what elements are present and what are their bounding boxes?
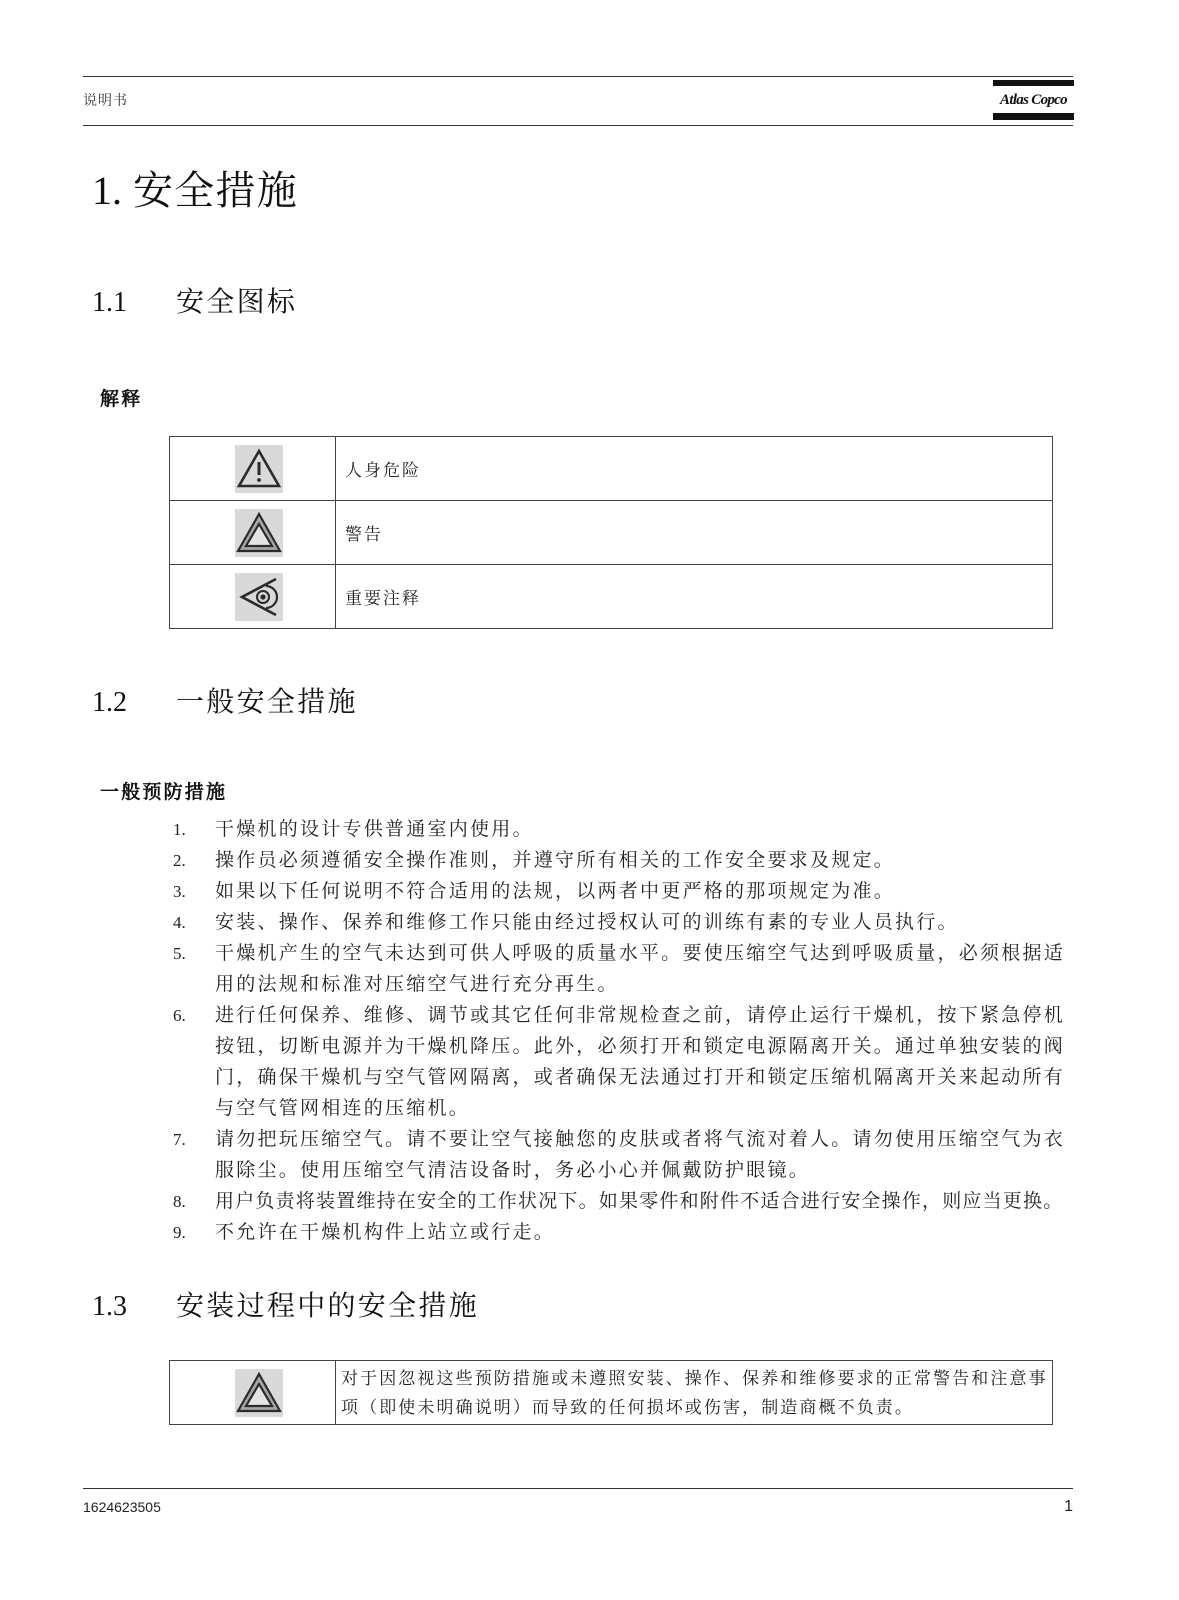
symbol-row	[170, 564, 1052, 628]
precautions-list	[173, 814, 1067, 1248]
item-text: 不允许在干燥机构件上站立或行走。	[215, 1222, 556, 1243]
section-heading-1-3	[92, 1290, 479, 1324]
warning-double-triangle-icon	[235, 509, 283, 557]
symbol-label: 人身危险	[345, 461, 421, 480]
item-number: 2.	[173, 851, 186, 870]
header-bottom-rule	[83, 125, 1073, 126]
item-number: 9.	[173, 1223, 186, 1242]
symbol-row	[170, 500, 1052, 564]
list-item	[173, 876, 1067, 907]
section-heading-1-1	[92, 286, 297, 320]
item-number: 7.	[173, 1130, 186, 1149]
symbol-label: 警告	[345, 525, 383, 544]
item-text: 如果以下任何说明不符合适用的法规，以两者中更严格的那项规定为准。	[215, 881, 896, 902]
important-note-eye-icon	[235, 573, 283, 621]
item-number: 5.	[173, 944, 186, 963]
symbol-icon-cell	[170, 501, 336, 564]
page-number: 1	[1064, 1498, 1073, 1515]
chapter-title-text: 安全措施	[133, 168, 298, 213]
item-text: 用户负责将装置维持在安全的工作状况下。如果零件和附件不适合进行安全操作，则应当更换。	[215, 1191, 1064, 1212]
danger-exclamation-icon	[235, 445, 283, 493]
list-item	[173, 1000, 1067, 1124]
logo-text: Atlas Copco	[1000, 92, 1067, 108]
logo-bottom-bar	[993, 113, 1074, 120]
atlas-copco-logo	[993, 80, 1074, 122]
symbol-row	[170, 437, 1052, 500]
safety-symbols-table	[169, 436, 1053, 629]
section-title: 一般安全措施	[176, 687, 358, 718]
section-number: 1.1	[92, 287, 127, 318]
document-number: 1624623505	[83, 1499, 161, 1515]
chapter-title	[92, 168, 298, 214]
chapter-number: 1.	[92, 168, 122, 213]
list-item	[173, 1124, 1067, 1186]
item-number: 1.	[173, 820, 186, 839]
list-item	[173, 1217, 1067, 1248]
doc-type-label: 说明书	[83, 94, 128, 109]
installation-notice-table	[169, 1360, 1053, 1425]
item-text: 操作员必须遵循安全操作准则，并遵守所有相关的工作安全要求及规定。	[215, 850, 896, 871]
symbol-icon-cell	[170, 437, 336, 500]
notice-text-cell	[336, 1361, 1052, 1424]
item-number: 6.	[173, 1006, 186, 1025]
item-text: 干燥机的设计专供普通室内使用。	[215, 819, 534, 840]
section-number: 1.2	[92, 687, 127, 718]
subheading-general-precautions: 一般预防措施	[100, 782, 228, 803]
item-text: 进行任何保养、维修、调节或其它任何非常规检查之前，请停止运行干燥机，按下紧急停机按钮，切断电源并为干燥机降压。此外，必须打开和锁定电源隔离开关。通过单独安装的阀门，确保干燥机与空气管网隔离，或者确保无法通过打开和锁定压缩机隔离开关来起动所有与空气管网相连的压缩机。	[215, 1005, 1066, 1119]
warning-double-triangle-icon	[235, 1369, 283, 1417]
notice-text: 对于因忽视这些预防措施或未遵照安装、操作、保养和维修要求的正常警告和注意事项（即使未明确说明）而导致的任何损坏或伤害，制造商概不负责。	[341, 1368, 1048, 1417]
list-item	[173, 907, 1067, 938]
section-number: 1.3	[92, 1291, 127, 1322]
section-title: 安装过程中的安全措施	[176, 1291, 480, 1322]
list-item	[173, 814, 1067, 845]
list-item	[173, 1186, 1067, 1217]
item-number: 4.	[173, 913, 186, 932]
item-text: 请勿把玩压缩空气。请不要让空气接触您的皮肤或者将气流对着人。请勿使用压缩空气为衣服除尘。使用压缩空气清洁设备时，务必小心并佩戴防护眼镜。	[215, 1129, 1066, 1181]
footer-rule	[83, 1488, 1073, 1489]
symbol-icon-cell	[170, 565, 336, 628]
symbol-label: 重要注释	[345, 589, 421, 608]
list-item	[173, 845, 1067, 876]
header-top-rule	[83, 76, 1073, 77]
list-item	[173, 938, 1067, 1000]
section-title: 安全图标	[176, 287, 298, 318]
logo-top-bar	[993, 80, 1074, 86]
subheading-explanation: 解释	[100, 389, 143, 410]
item-text: 干燥机产生的空气未达到可供人呼吸的质量水平。要使压缩空气达到呼吸质量，必须根据适用的法规和标准对压缩空气进行充分再生。	[215, 943, 1066, 995]
section-heading-1-2	[92, 686, 358, 720]
notice-icon-cell	[170, 1361, 336, 1424]
item-text: 安装、操作、保养和维修工作只能由经过授权认可的训练有素的专业人员执行。	[215, 912, 959, 933]
item-number: 8.	[173, 1192, 186, 1211]
item-number: 3.	[173, 882, 186, 901]
